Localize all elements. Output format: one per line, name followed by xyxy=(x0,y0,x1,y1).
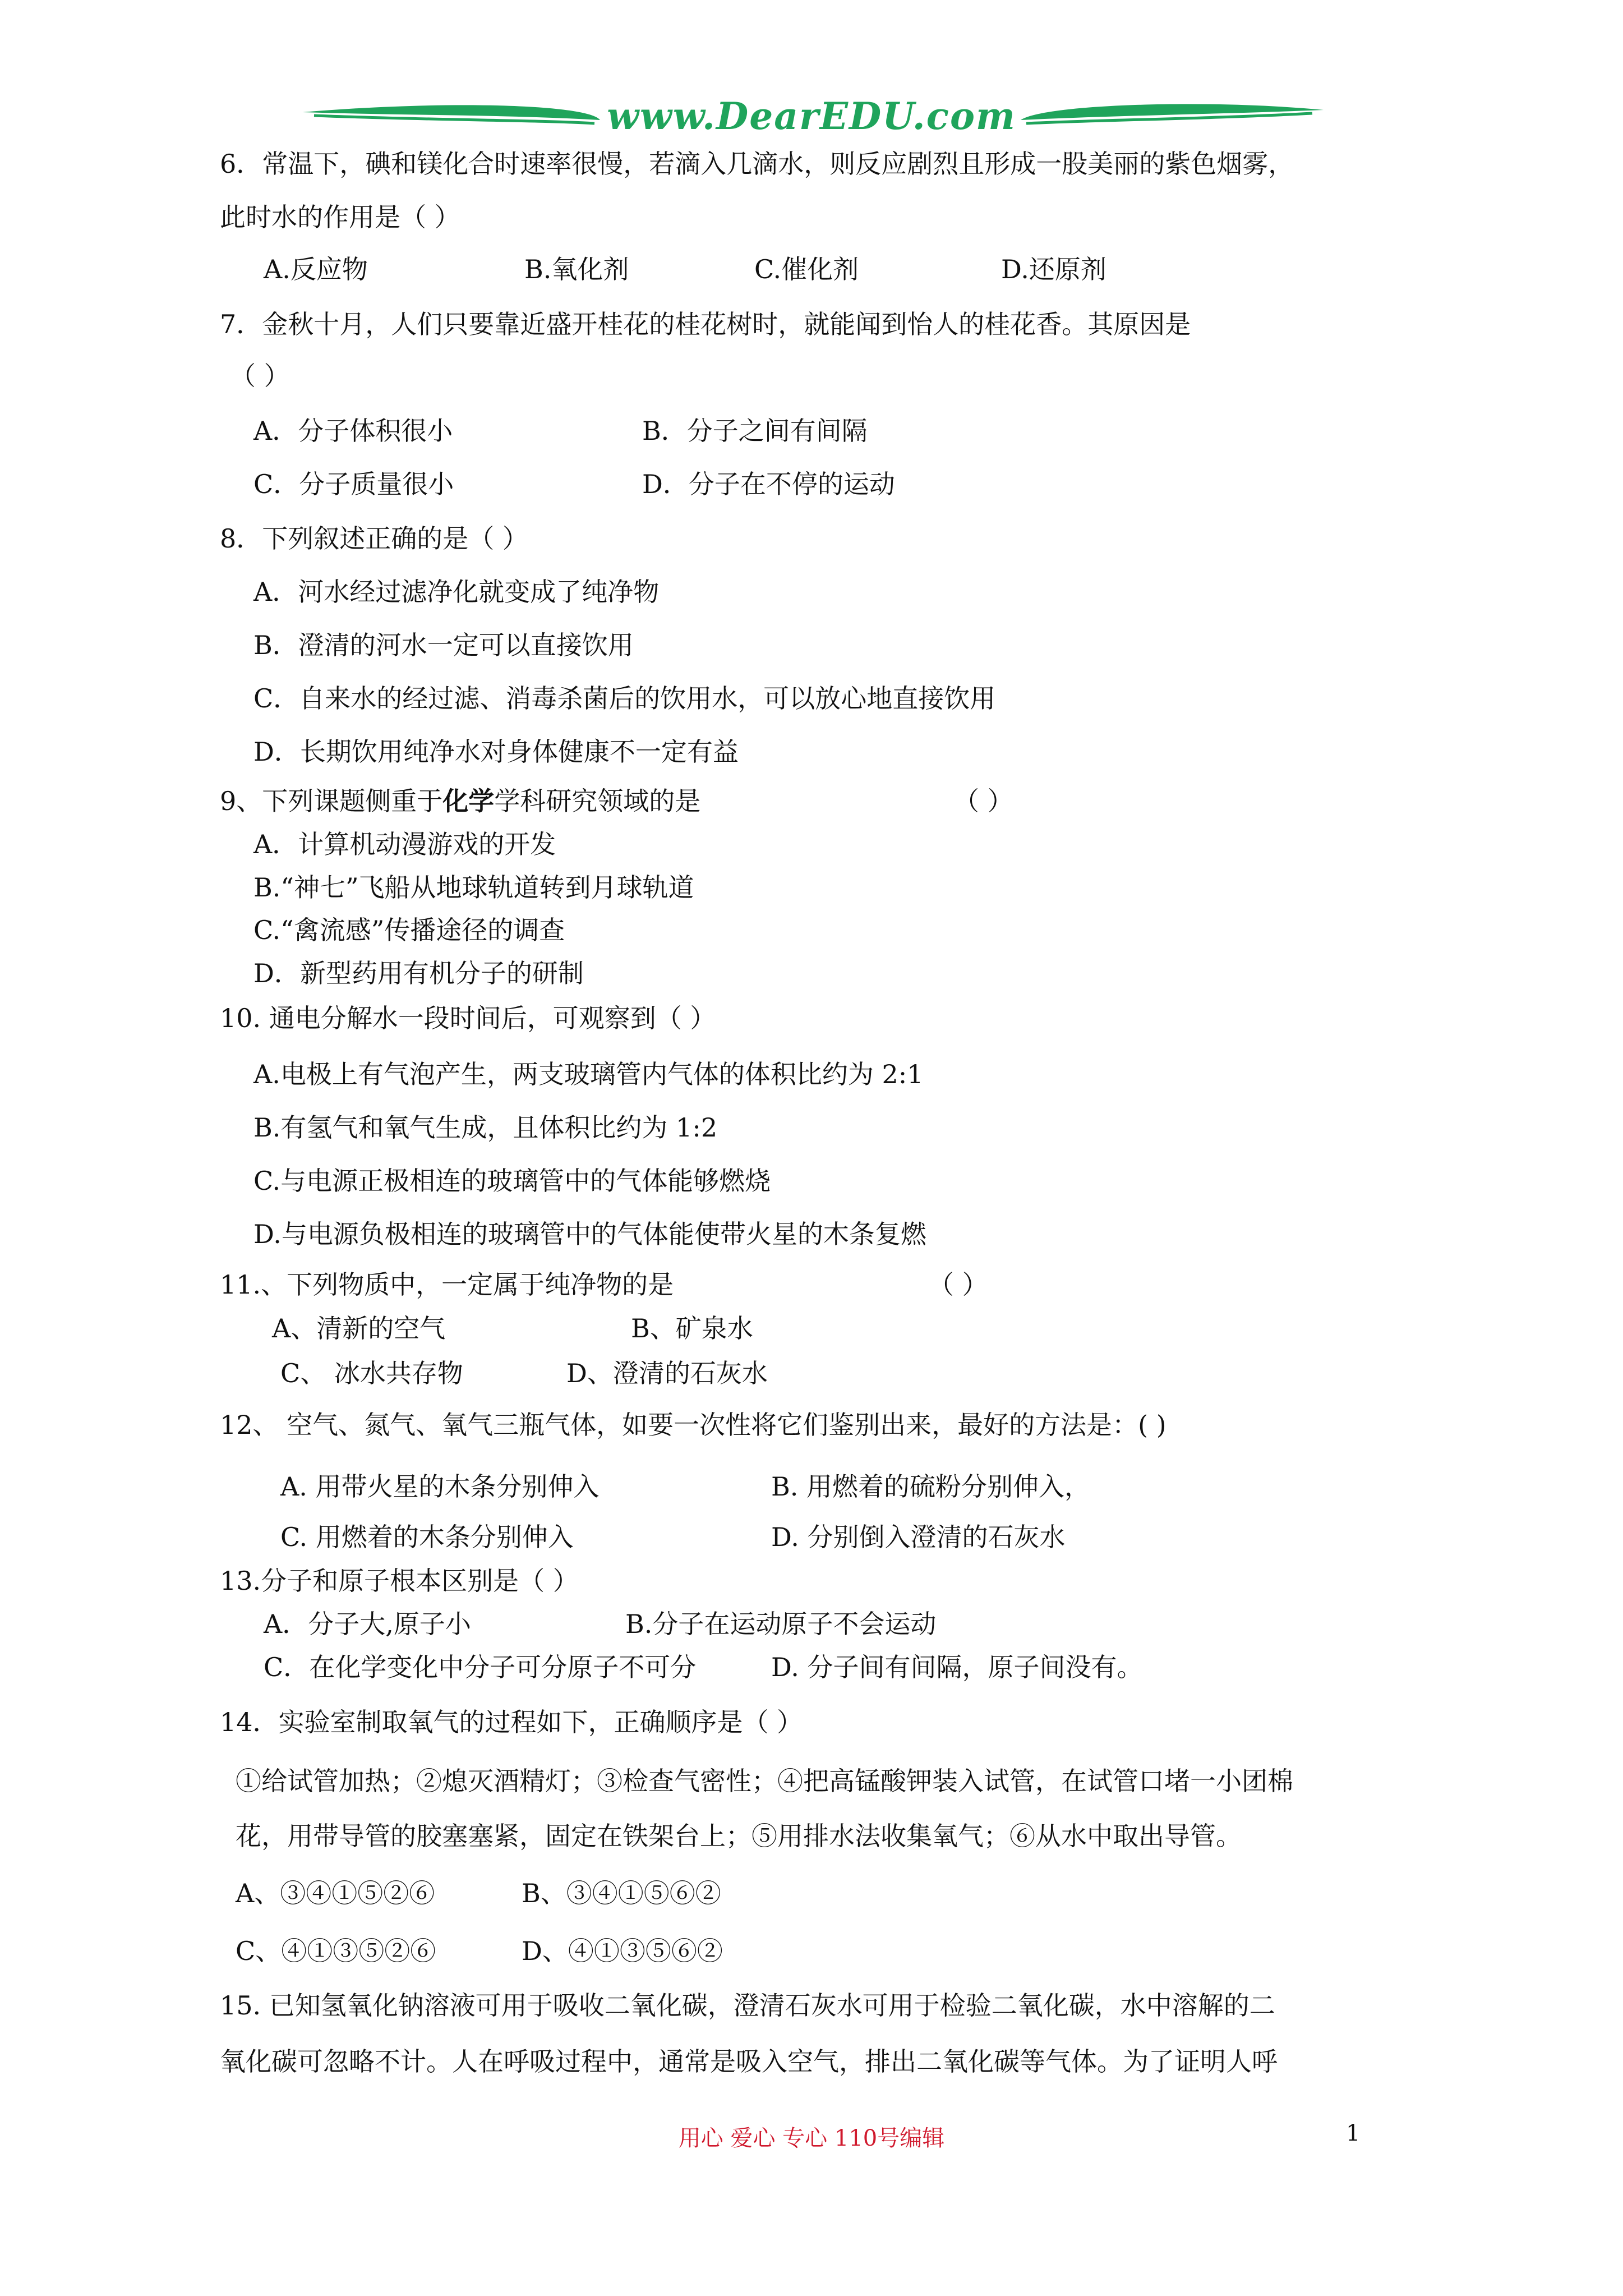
q7-option-d: D．分子在不停的运动 xyxy=(642,469,895,499)
q10-option-b: B.有氢气和氧气生成，且体积比约为 1:2 xyxy=(253,1112,718,1143)
q12-option-d: D. 分别倒入澄清的石灰水 xyxy=(771,1522,1066,1552)
q6-stem-line1: 6．常温下，碘和镁化合时速率很慢，若滴入几滴水，则反应剧烈且形成一股美丽的紫色烟雾， xyxy=(220,149,1294,179)
q14-option-d: D、④①③⑤⑥② xyxy=(522,1936,723,1966)
q8-option-c: C．自来水的经过滤、消毒杀菌后的饮用水，可以放心地直接饮用 xyxy=(253,683,996,714)
q11-option-c: C、 冰水共存物 xyxy=(280,1358,463,1388)
q12-option-b: B. 用燃着的硫粉分别伸入， xyxy=(771,1471,1091,1502)
q10-option-d: D.与电源负极相连的玻璃管中的气体能使带火星的木条复燃 xyxy=(253,1219,926,1249)
q14-steps-line2: 花，用带导管的胶塞塞紧，固定在铁架台上；⑤用排水法收集氧气；⑥从水中取出导管。 xyxy=(236,1821,1242,1851)
q11-stem: 11.、下列物质中，一定属于纯净物的是 xyxy=(220,1269,674,1300)
q6-stem-line2: 此时水的作用是（ ） xyxy=(220,202,460,232)
q13-option-c: C．在化学变化中分子可分原子不可分 xyxy=(264,1652,697,1682)
q6-option-a: A.反应物 xyxy=(264,254,368,284)
q13-option-b: B.分子在运动原子不会运动 xyxy=(625,1609,937,1639)
q13-option-d: D. 分子间有间隔，原子间没有。 xyxy=(771,1652,1143,1682)
page-number: 1 xyxy=(1346,2120,1361,2146)
q13-stem: 13.分子和原子根本区别是（ ） xyxy=(220,1566,579,1596)
q8-option-d: D．长期饮用纯净水对身体健康不一定有益 xyxy=(253,737,739,767)
q7-stem-line1: 7．金秋十月，人们只要靠近盛开桂花的桂花树时，就能闻到怡人的桂花香。其原因是 xyxy=(220,309,1191,339)
q14-option-a: A、③④①⑤②⑥ xyxy=(236,1878,435,1908)
q8-option-b: B．澄清的河水一定可以直接饮用 xyxy=(253,630,634,660)
q9-stem-pre: 9、下列课题侧重于 xyxy=(220,786,443,816)
q13-option-a: A．分子大,原子小 xyxy=(264,1609,471,1639)
q7-option-c: C．分子质量很小 xyxy=(253,469,454,499)
q9-option-c: C.“禽流感”传播途径的调查 xyxy=(253,915,565,945)
q6-option-d: D.还原剂 xyxy=(1001,254,1106,284)
q15-stem-line1: 15. 已知氢氧化钠溶液可用于吸收二氧化碳，澄清石灰水可用于检验二氧化碳，水中溶解的二 xyxy=(220,1990,1275,2021)
q11-option-d: D、澄清的石灰水 xyxy=(566,1358,768,1388)
q11-answer-paren: （ ） xyxy=(928,1269,988,1300)
site-header-banner xyxy=(0,0,1623,146)
q9-option-d: D．新型药用有机分子的研制 xyxy=(253,958,584,988)
q9-option-b: B.“神七”飞船从地球轨道转到月球轨道 xyxy=(253,872,694,903)
q7-stem-line2: （ ） xyxy=(230,361,290,391)
q12-option-c: C. 用燃着的木条分别伸入 xyxy=(280,1522,574,1552)
q9-stem-post: 学科研究领域的是 xyxy=(494,786,701,816)
q7-option-a: A．分子体积很小 xyxy=(253,416,453,446)
q9-stem-bold: 化学 xyxy=(442,786,495,816)
q10-stem: 10. 通电分解水一段时间后，可观察到（ ） xyxy=(220,1003,716,1033)
q6-option-b: B.氧化剂 xyxy=(524,254,629,284)
q10-option-c: C.与电源正极相连的玻璃管中的气体能够燃烧 xyxy=(253,1166,771,1196)
q7-option-b: B．分子之间有间隔 xyxy=(642,416,868,446)
q9-stem xyxy=(220,784,700,818)
site-name: www.DearEDU.com xyxy=(607,94,1016,138)
q6-option-c: C.催化剂 xyxy=(754,254,859,284)
q10-option-a: A.电极上有气泡产生，两支玻璃管内气体的体积比约为 2:1 xyxy=(253,1059,924,1089)
q14-option-b: B、③④①⑤⑥② xyxy=(522,1878,721,1908)
q12-stem: 12、 空气、氮气、氧气三瓶气体，如要一次性将它们鉴别出来，最好的方法是：( ) xyxy=(220,1410,1166,1440)
q15-stem-line2: 氧化碳可忽略不计。人在呼吸过程中，通常是吸入空气，排出二氧化碳等气体。为了证明人呼 xyxy=(220,2046,1278,2077)
q9-answer-paren: （ ） xyxy=(953,786,1013,816)
q14-steps-line1: ①给试管加热；②熄灭酒精灯；③检查气密性；④把高锰酸钾装入试管，在试管口堵一小团棉 xyxy=(236,1766,1293,1796)
q8-option-a: A．河水经过滤净化就变成了纯净物 xyxy=(253,577,660,607)
q14-stem: 14．实验室制取氧气的过程如下，正确顺序是（ ） xyxy=(220,1707,803,1737)
footer-note: 用心 爱心 专心 110号编辑 xyxy=(678,2125,945,2151)
q12-option-a: A. 用带火星的木条分别伸入 xyxy=(280,1471,600,1502)
q8-stem: 8．下列叙述正确的是（ ） xyxy=(220,523,528,554)
q11-option-b: B、矿泉水 xyxy=(631,1313,753,1343)
q14-option-c: C、④①③⑤②⑥ xyxy=(236,1936,436,1966)
q11-option-a: A、清新的空气 xyxy=(272,1313,446,1343)
q9-option-a: A．计算机动漫游戏的开发 xyxy=(253,829,556,859)
